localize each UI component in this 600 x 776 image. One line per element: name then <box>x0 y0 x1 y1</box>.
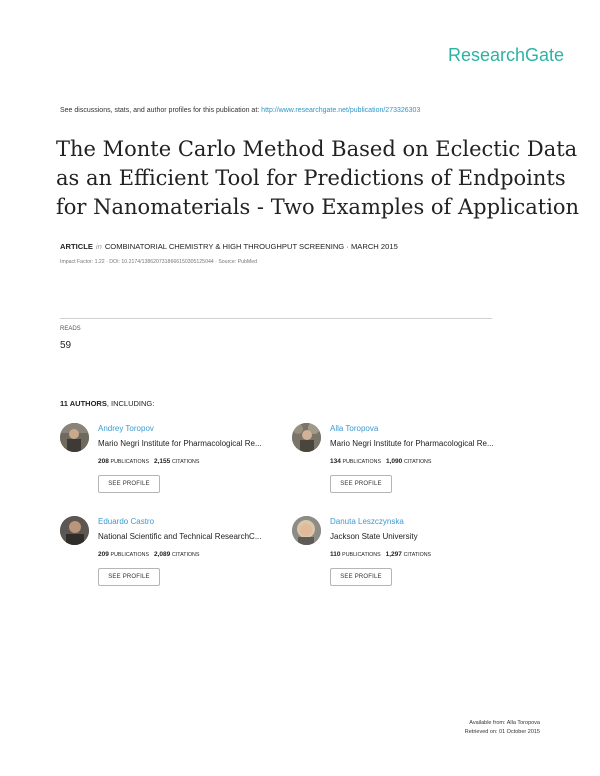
publications-label: PUBLICATIONS <box>342 552 381 558</box>
publications-count: 209 <box>98 551 109 558</box>
article-info <box>60 242 398 251</box>
see-profile-button[interactable]: SEE PROFILE <box>98 568 160 586</box>
reads-label: READS <box>60 326 81 332</box>
citations-label: CITATIONS <box>171 459 200 465</box>
author-institution: National Scientific and Technical ResearchC... <box>98 532 262 541</box>
publications-label: PUBLICATIONS <box>342 459 381 465</box>
author-card <box>292 516 542 596</box>
publications-count: 110 <box>330 551 341 558</box>
author-card <box>292 423 542 503</box>
citations-count: 2,089 <box>154 551 171 558</box>
author-avatar[interactable] <box>60 423 89 452</box>
authors-count: 11 AUTHORS <box>60 399 107 408</box>
discussion-notice <box>60 107 420 114</box>
citations-count: 1,297 <box>385 551 402 558</box>
author-name[interactable]: Alla Toropova <box>330 424 379 433</box>
title-line: for Nanomaterials - Two Examples of Application <box>56 195 580 219</box>
discussion-text: See discussions, stats, and author profiles for this publication at: <box>60 107 262 114</box>
citations-count: 2,155 <box>154 458 171 465</box>
title-line: as an Efficient Tool for Predictions of Endpoints <box>56 166 566 190</box>
publications-count: 134 <box>330 458 341 465</box>
author-institution: Mario Negri Institute for Pharmacological Re... <box>330 439 494 448</box>
author-avatar[interactable] <box>60 516 89 545</box>
see-profile-button[interactable]: SEE PROFILE <box>330 568 392 586</box>
publication-link[interactable]: http://www.researchgate.net/publication/273326303 <box>261 107 421 114</box>
title-line: The Monte Carlo Method Based on Eclectic Data <box>56 137 578 161</box>
author-avatar[interactable] <box>292 516 321 545</box>
author-name[interactable]: Andrey Toropov <box>98 424 154 433</box>
article-type-label: ARTICLE <box>60 242 93 251</box>
divider <box>60 318 492 319</box>
publications-count: 208 <box>98 458 109 465</box>
journal-name: COMBINATORIAL CHEMISTRY & HIGH THROUGHPUT SCREENING · MARCH 2015 <box>104 242 398 251</box>
researchgate-logo[interactable]: ResearchGate <box>448 45 565 65</box>
citations-count: 1,090 <box>386 458 403 465</box>
author-stats <box>98 458 204 465</box>
author-stats <box>330 551 436 558</box>
author-institution: Jackson State University <box>330 532 418 541</box>
see-profile-button[interactable]: SEE PROFILE <box>330 475 392 493</box>
footer <box>465 719 540 737</box>
author-institution: Mario Negri Institute for Pharmacological Re... <box>98 439 262 448</box>
retrieved-on: Retrieved on: 01 October 2015 <box>464 729 540 735</box>
author-name[interactable]: Danuta Leszczynska <box>330 517 404 526</box>
in-label: in <box>95 242 102 251</box>
author-stats <box>330 458 436 465</box>
authors-including: , INCLUDING: <box>106 399 155 408</box>
author-card <box>60 423 310 503</box>
publications-label: PUBLICATIONS <box>110 459 149 465</box>
publications-label: PUBLICATIONS <box>110 552 149 558</box>
authors-heading <box>60 399 154 408</box>
see-profile-button[interactable]: SEE PROFILE <box>98 475 160 493</box>
author-name[interactable]: Eduardo Castro <box>98 517 155 526</box>
citations-label: CITATIONS <box>171 552 200 558</box>
paper-title <box>56 135 580 222</box>
author-avatar[interactable] <box>292 423 321 452</box>
author-card <box>60 516 310 596</box>
article-meta: Impact Factor: 1.22 · DOI: 10.2174/1386207318666150305125044 · Source: PubMed <box>60 259 257 265</box>
available-from: Available from: Alla Toropova <box>469 720 540 726</box>
author-stats <box>98 551 204 558</box>
citations-label: CITATIONS <box>403 459 432 465</box>
reads-count: 59 <box>60 340 72 351</box>
citations-label: CITATIONS <box>403 552 432 558</box>
